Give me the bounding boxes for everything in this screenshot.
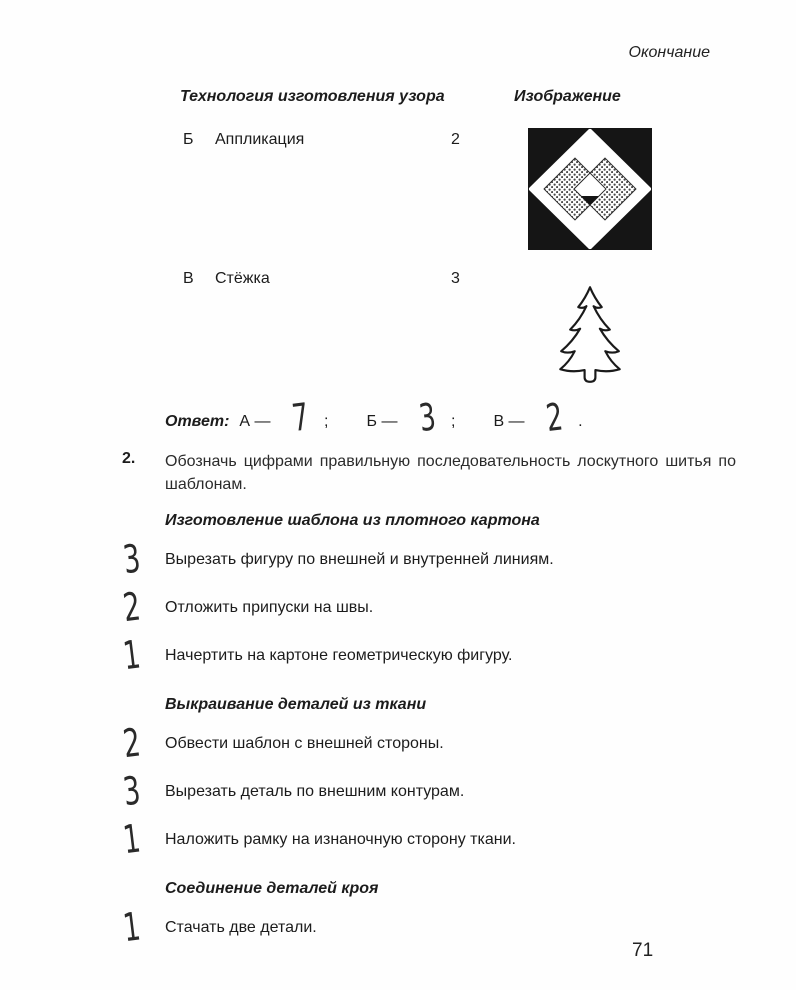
step-row xyxy=(122,536,736,584)
row-label: Аппликация xyxy=(215,131,305,148)
handwritten-step-number: 3 xyxy=(120,768,143,816)
handwritten-step-number: 2 xyxy=(120,720,143,768)
tree-outline-image xyxy=(536,276,644,394)
answer-separator: ; xyxy=(324,413,329,430)
table-col1-header: Технология изготовления узора xyxy=(180,88,445,105)
step-text: Стачать две детали. xyxy=(165,919,317,937)
step-text: Вырезать деталь по внешним контурам. xyxy=(165,783,465,801)
row-letter: В xyxy=(183,270,194,287)
answer-item xyxy=(493,395,620,442)
handwritten-step-number: 1 xyxy=(120,904,143,952)
answer-label: Ответ: xyxy=(165,413,230,430)
handwritten-step-number: 2 xyxy=(120,584,143,632)
step-text: Наложить рамку на изнаночную сторону ткани. xyxy=(165,831,516,849)
answer-line xyxy=(165,395,645,442)
handwritten-step-number: 1 xyxy=(120,816,143,864)
answer-item xyxy=(239,395,366,442)
handwritten-step-number: 3 xyxy=(120,536,143,584)
page-number: 71 xyxy=(632,940,654,961)
task-number: 2. xyxy=(122,450,136,467)
section-heading: Выкраивание деталей из ткани xyxy=(165,696,427,714)
step-row xyxy=(122,720,736,768)
answer-prefix: Б — xyxy=(366,413,402,430)
handwritten-answer: 2 xyxy=(543,395,566,442)
section-heading: Изготовление шаблона из плотного картона xyxy=(165,512,540,530)
handwritten-step-number: 1 xyxy=(120,632,143,680)
step-row xyxy=(122,816,736,864)
task-text: Обозначь цифрами правильную последовательность лоскутного шитья по шаблонам. xyxy=(165,453,736,494)
step-row xyxy=(122,768,736,816)
step-row xyxy=(122,584,736,632)
answer-separator: . xyxy=(578,413,583,430)
row-label: Стёжка xyxy=(215,270,270,287)
row-number: 3 xyxy=(451,270,460,287)
table-col2-header: Изображение xyxy=(514,88,621,105)
handwritten-answer: 7 xyxy=(289,395,312,442)
answer-separator: ; xyxy=(450,413,456,430)
task-2 xyxy=(122,450,736,952)
step-text: Обвести шаблон с внешней стороны. xyxy=(165,735,444,753)
answer-prefix: В — xyxy=(493,413,529,430)
step-text: Вырезать фигуру по внешней и внутренней линиям. xyxy=(165,551,554,569)
section-heading: Соединение деталей кроя xyxy=(165,880,379,898)
step-row xyxy=(122,632,736,680)
step-text: Отложить припуски на швы. xyxy=(165,599,374,617)
task-head xyxy=(122,450,736,496)
row-letter: Б xyxy=(183,131,194,148)
header-note: Окончание xyxy=(628,44,710,61)
handwritten-answer: 3 xyxy=(416,395,439,442)
quilt-block-image xyxy=(528,128,652,250)
row-number: 2 xyxy=(451,131,460,148)
step-text: Начертить на картоне геометрическую фигуру. xyxy=(165,647,513,665)
answer-prefix: А — xyxy=(239,413,275,430)
answer-item xyxy=(366,395,494,442)
